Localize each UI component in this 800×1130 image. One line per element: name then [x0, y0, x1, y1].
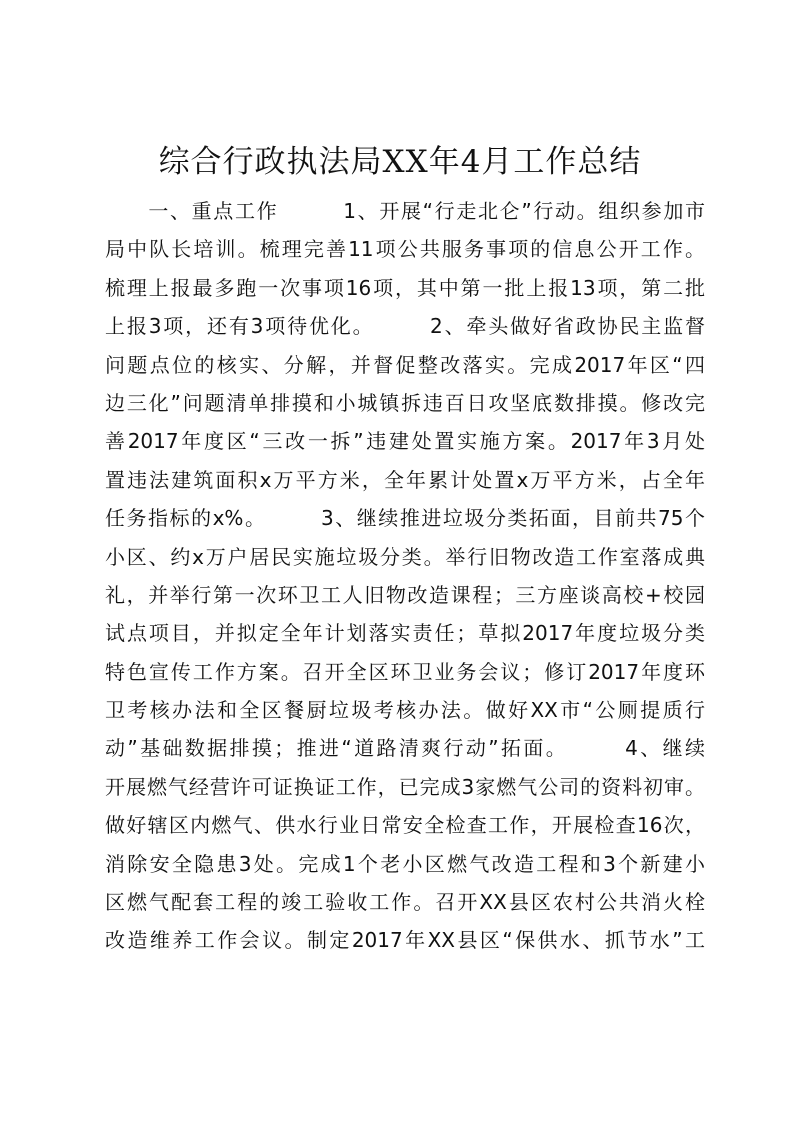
body-line: 试点项目，并拟定全年计划落实责任；草拟2017年度垃圾分类 — [105, 621, 705, 646]
body-line: 开展燃气经营许可证换证工作，已完成3家燃气公司的资料初审。 — [105, 774, 705, 799]
document-body — [105, 192, 705, 960]
body-line: 消除安全隐患3处。完成1个老小区燃气改造工程和3个新建小 — [105, 851, 705, 876]
body-line: 礼，并举行第一次环卫工人旧物改造课程；三方座谈高校+校园 — [105, 582, 705, 607]
body-line: 问题点位的核实、分解，并督促整改落实。完成2017年区“四 — [105, 352, 705, 377]
body-line: 梳理上报最多跑一次事项16项，其中第一批上报13项，第二批 — [105, 275, 705, 300]
body-line: 上报3项，还有3项待优化。 2、牵头做好省政协民主监督 — [105, 314, 705, 339]
body-line: 特色宣传工作方案。召开全区环卫业务会议；修订2017年度环 — [105, 659, 705, 684]
body-line: 改造维养工作会议。制定2017年XX县区“保供水、抓节水”工 — [105, 928, 705, 953]
body-line: 动”基础数据排摸；推进“道路清爽行动”拓面。 4、继续 — [105, 736, 705, 761]
body-line: 区燃气配套工程的竣工验收工作。召开XX县区农村公共消火栓 — [105, 890, 705, 915]
document-title: 综合行政执法局XX年4月工作总结 — [158, 144, 642, 180]
body-line: 置违法建筑面积x万平方米，全年累计处置x万平方米，占全年 — [105, 467, 705, 492]
body-line: 善2017年度区“三改一拆”违建处置实施方案。2017年3月处 — [105, 429, 705, 454]
body-line: 做好辖区内燃气、供水行业日常安全检查工作，开展检查16次， — [105, 813, 705, 838]
body-line: 小区、约x万户居民实施垃圾分类。举行旧物改造工作室落成典 — [105, 544, 705, 569]
body-line: 局中队长培训。梳理完善11项公共服务事项的信息公开工作。 — [105, 237, 705, 262]
body-line: 一、重点工作 1、开展“行走北仑”行动。组织参加市 — [105, 199, 705, 223]
body-line: 边三化”问题清单排摸和小城镇拆违百日攻坚底数排摸。修改完 — [105, 390, 705, 415]
body-line: 任务指标的x%。 3、继续推进垃圾分类拓面，目前共75个 — [105, 506, 705, 531]
body-line: 卫考核办法和全区餐厨垃圾考核办法。做好XX市“公厕提质行 — [105, 698, 705, 723]
